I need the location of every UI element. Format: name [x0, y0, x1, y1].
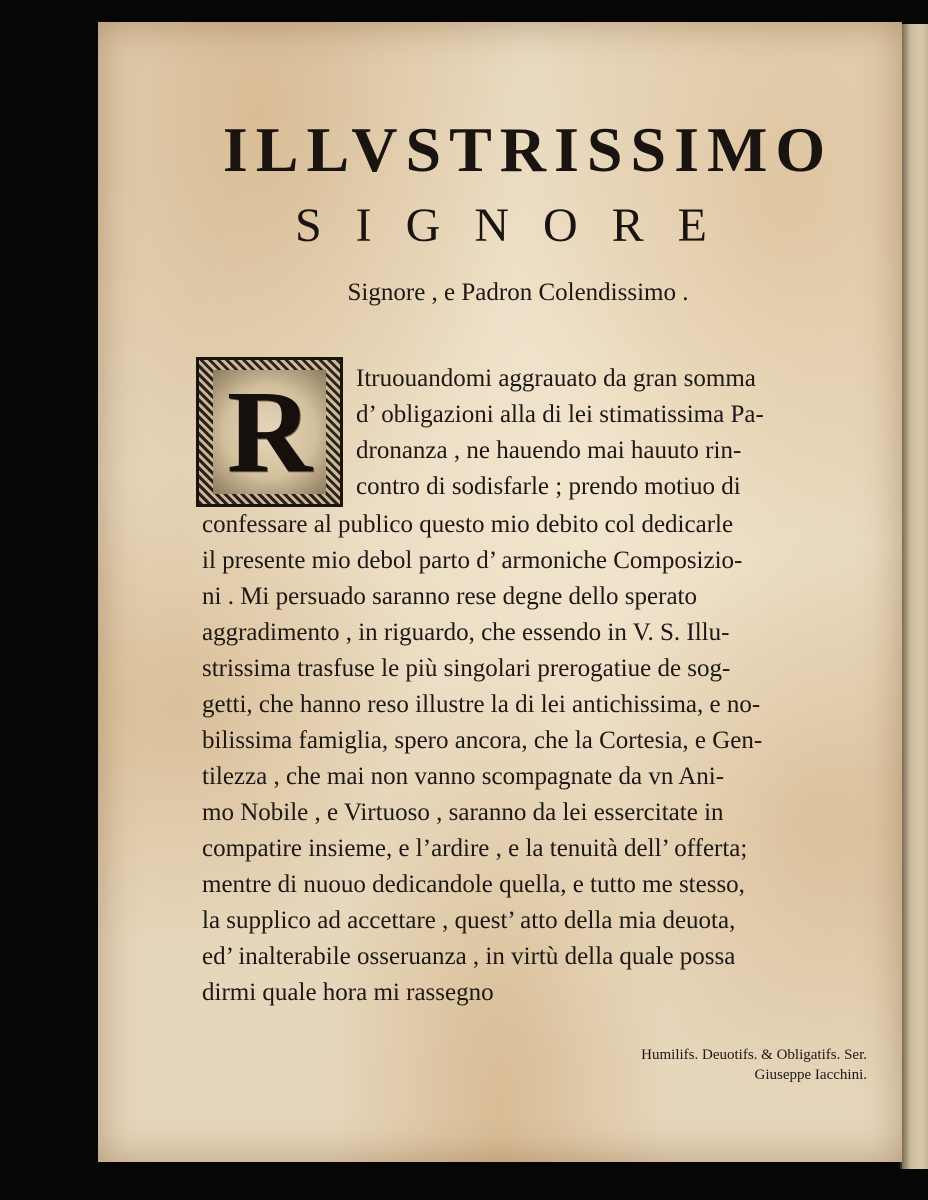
body-line: bilissima famiglia, spero ancora, che la Cortesia, e Gen- — [202, 727, 763, 754]
body-line: la supplico ad accettare , quest’ atto della mia deuota, — [202, 907, 736, 934]
page-title: ILLVSTRISSIMO — [222, 114, 834, 185]
body-line: strissima trasfuse le più singolari prerogatiue de sog- — [202, 655, 731, 682]
facing-page-edge — [900, 24, 928, 1169]
body-line: dronanza , ne hauendo mai hauuto rin- — [356, 437, 742, 464]
decorated-initial — [196, 357, 343, 507]
body-line: contro di sodisfarle ; prendo motiuo di — [356, 473, 741, 500]
body-line: mentre di nuouo dedicandole quella, e tutto me stesso, — [202, 871, 745, 898]
body-line: dirmi quale hora mi rassegno — [202, 979, 494, 1006]
body-line: confessare al publico questo mio debito col dedicarle — [202, 511, 734, 538]
body-line: d’ obligazioni alla di lei stimatissima Pa- — [356, 401, 764, 428]
body-line: mo Nobile , e Virtuoso , saranno da lei essercitate in — [202, 799, 724, 826]
salutation: Signore , e Padron Colendissimo . — [347, 279, 689, 306]
body-line: il presente mio debol parto d’ armoniche Composizio- — [202, 547, 743, 574]
body-line: aggradimento , in riguardo, che essendo in V. S. Illu- — [202, 619, 730, 646]
body-line: compatire insieme, e l’ardire , e la tenuità dell’ offerta; — [202, 835, 748, 862]
page-subtitle: SIGNORE — [294, 199, 741, 252]
book-page — [98, 22, 902, 1162]
initial-frame — [213, 366, 326, 497]
signature-line-1: Humilifs. Deuotifs. & Obligatifs. Ser. — [641, 1047, 867, 1063]
body-line: tilezza , che mai non vanno scompagnate da vn Ani- — [202, 763, 725, 790]
body-line: ni . Mi persuado saranno rese degne dello sperato — [202, 583, 697, 610]
signature-line-2: Giuseppe Iacchini. — [754, 1066, 867, 1083]
body-line: getti, che hanno reso illustre la di lei antichissima, e no- — [202, 691, 761, 718]
body-line: ed’ inalterabile osseruanza , in virtù della quale possa — [202, 943, 736, 970]
initial-letter: R — [226, 366, 313, 497]
signature-block — [603, 1046, 867, 1085]
body-line: Itruouandomi aggrauato da gran somma — [356, 365, 756, 392]
